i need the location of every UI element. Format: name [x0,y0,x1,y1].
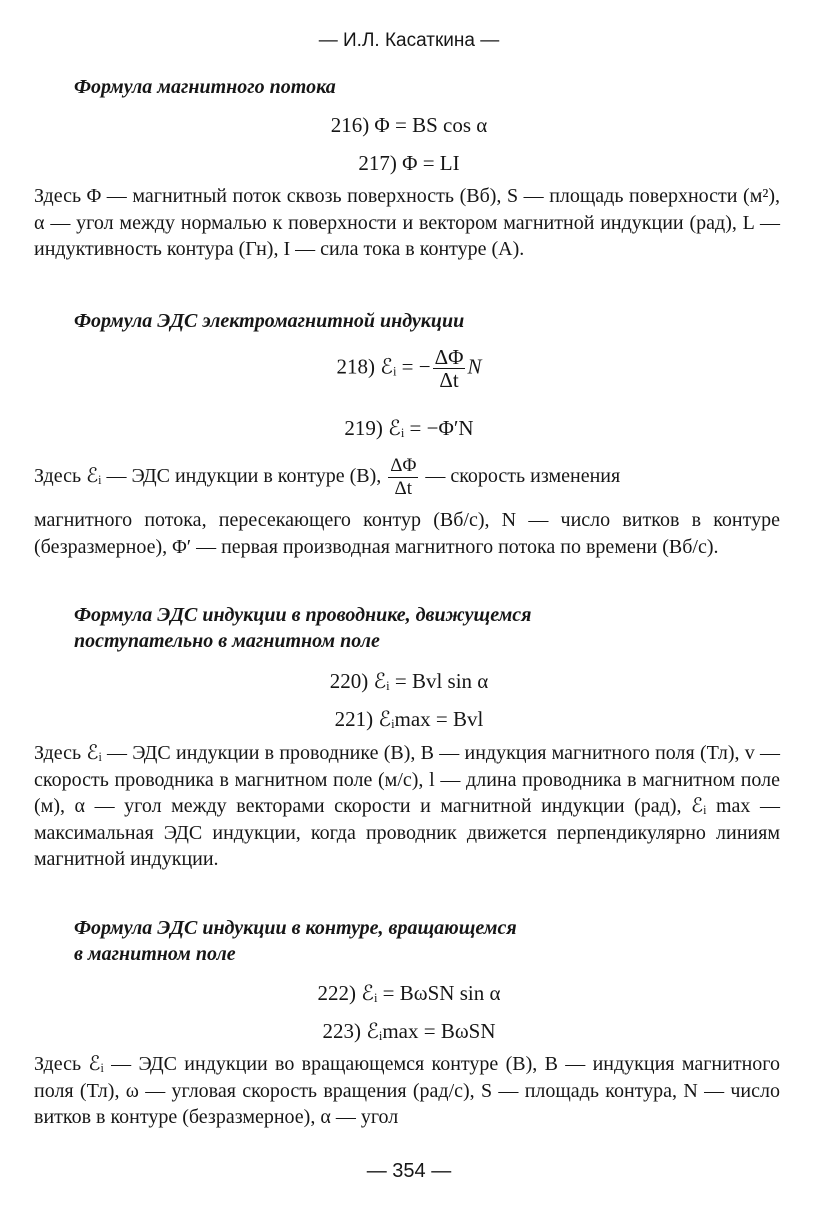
formula-218-suffix: N [467,354,482,379]
paragraph-emf-start: Здесь ℰᵢ — ЭДС индукции в контуре (В), [34,465,382,488]
formula-222: 222) ℰᵢ = BωSN sin α [317,981,501,1005]
formula-223: 223) ℰᵢmax = BωSN [322,1019,496,1043]
paragraph-emf-after-fraction: — скорость изменения [425,465,621,488]
page-number: — 354 — [366,1160,452,1182]
section-heading-magnetic-flux: Формула магнитного потока [74,76,336,98]
paragraph-flux-definitions: Здесь Φ — магнитный поток сквозь поверхность (Вб), S — площадь поверхности (м²), α — угол между нормалью к поверхности и вектором магнитной индукции (рад), L — индуктивность контура (Гн), I — сила тока в контуре (А). [34,185,780,260]
running-header: — И.Л. Касаткина — [318,30,500,51]
formula-217: 217) Φ = LI [358,151,460,175]
formula-218-fraction [433,346,466,391]
paragraph-rotating-loop-definitions: Здесь ℰᵢ — ЭДС индукции во вращающемся контуре (В), B — индукция магнитного поля (Тл), ω — угловая скорость вращения (рад/с), S — площадь контура, N — число витков в контуре (безразмерное), α — угол [34,1053,780,1128]
formula-218 [0,346,818,391]
section-heading-emf-induction: Формула ЭДС электромагнитной индукции [74,310,465,332]
section-heading-conductor-line2: поступательно в магнитном поле [74,630,380,652]
formula-218-lhs: 218) ℰᵢ = − [336,354,431,379]
section-heading-rotating-loop-line1: Формула ЭДС индукции в контуре, вращающемся [74,917,517,939]
formula-218-numerator: ΔΦ [434,345,464,369]
inline-fraction-numerator: ΔΦ [390,455,417,476]
formula-221: 221) ℰᵢmax = Bvl [334,707,484,731]
section-heading-rotating-loop-line2: в магнитном поле [74,943,236,965]
inline-fraction [388,455,418,500]
section-heading-conductor-line1: Формула ЭДС индукции в проводнике, движущемся [74,604,532,626]
paragraph-emf-first-line [34,455,780,500]
formula-216: 216) Φ = BS cos α [330,113,488,137]
paragraph-conductor-definitions: Здесь ℰᵢ — ЭДС индукции в проводнике (В), B — индукция магнитного поля (Тл), v — скорость проводника в магнитном поле (м/с), l — длина проводника в магнитном поле (м), α — угол между векторами скорости и магнитной индукции (рад), ℰᵢ max — максимальная ЭДС индукции, когда проводник движется перпендикулярно линиям магнитной индукции. [34,742,780,870]
formula-220: 220) ℰᵢ = Bvl sin α [329,669,489,693]
inline-fraction-denominator: Δt [394,478,413,499]
paragraph-emf-definitions: магнитного потока, пересекающего контур (Вб/с), N — число витков в контуре (безразмерное), Φ′ — первая производная магнитного потока по времени (Вб/с). [34,509,780,558]
formula-218-denominator: Δt [439,368,459,392]
formula-219: 219) ℰᵢ = −Φ′N [344,416,474,440]
